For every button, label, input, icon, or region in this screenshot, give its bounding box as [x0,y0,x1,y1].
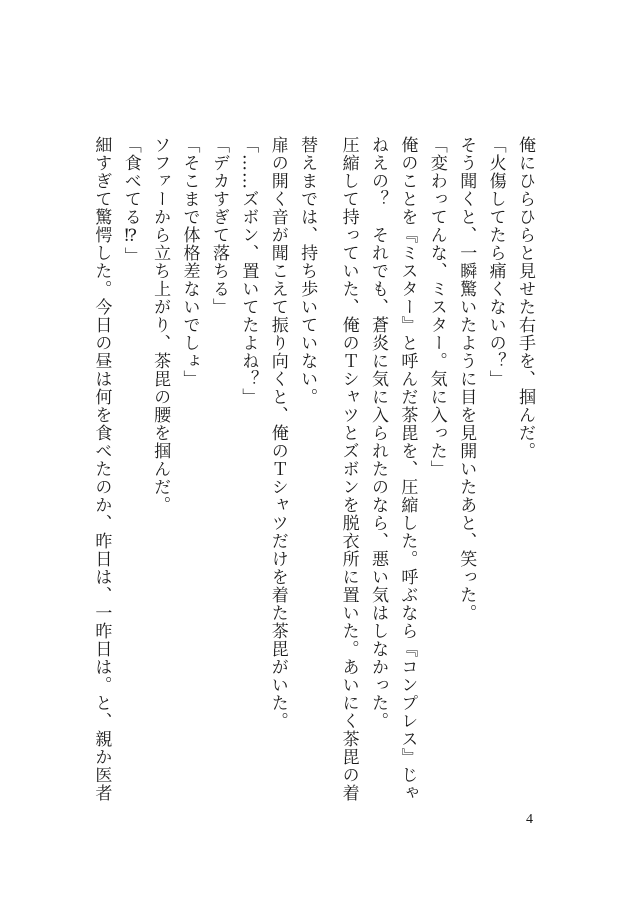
text-line: ねえの？ それでも、蒼炎に気に入られたのなら、悪い気はしなかった。 [367,136,388,730]
text-line: 「火傷してたら痛くないの？」 [485,136,506,388]
text-line: ソファーから立ち上がり、茶毘の腰を掴んだ。 [150,136,171,514]
text-line: そう聞くと、一瞬驚いたように目を見開いたあと、笑った。 [456,136,477,622]
text-line: 「食べてる⁉」 [120,136,141,265]
text-line: 「変わってんな、ミスター。気に入った」 [426,136,447,478]
text-line: 「……ズボン、置いてたよね？」 [238,136,259,406]
text-line: 俺のことを『ミスター』と呼んだ茶毘を、圧縮した。呼ぶなら『コンプレス』じゃ [397,136,418,802]
text-line: 細すぎて驚愕した。今日の昼は何を食べたのか、昨日は、一昨日は。と、親か医者 [91,136,112,802]
text-line: 圧縮して持っていた、俺のＴシャツとズボンを脱衣所に置いた。あいにく茶毘の着 [338,136,359,802]
text-line: 俺にひらひらと見せた右手を、掴んだ。 [515,136,535,460]
page-number: 4 [526,812,533,827]
text-line: 「デカすぎて落ちる」 [208,136,229,316]
vertical-text-body [86,136,539,802]
text-line: 替えまでは、持ち歩いていない。 [297,136,318,406]
text-line: 「そこまで体格差ないでしょ」 [179,136,200,388]
text-line: 扉の開く音が聞こえて振り向くと、俺のＴシャツだけを着た茶毘がいた。 [267,136,288,730]
